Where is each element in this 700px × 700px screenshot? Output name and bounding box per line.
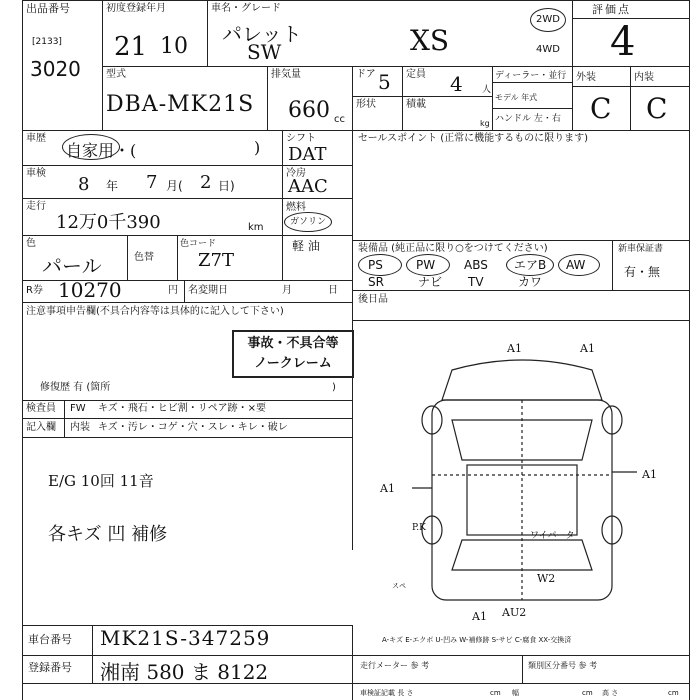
divider — [92, 625, 93, 683]
usage-close: ) — [254, 138, 261, 157]
grade-code: XS — [410, 24, 450, 57]
displacement-value: 660 — [288, 98, 330, 123]
height-label: 高 さ — [602, 689, 619, 697]
handwritten-note-1: E/G 10回 11音 — [48, 472, 154, 490]
color-code-value: Z7T — [198, 250, 234, 271]
stamp-line-2: ノークレーム — [254, 356, 332, 371]
mark-w2: W2 — [537, 572, 556, 585]
fuel-gas: ガソリン — [290, 217, 327, 227]
recycle-value: 10270 — [58, 278, 122, 302]
car-name: パレット — [222, 22, 302, 46]
divider — [630, 66, 631, 130]
divider — [352, 96, 492, 97]
dims-label: 車検証記載 長 さ — [360, 689, 414, 697]
interior-label: 内装 — [634, 72, 654, 83]
doors-label: ドア — [356, 69, 376, 80]
load-unit: kg — [480, 119, 490, 128]
warranty-value: 有・無 — [624, 265, 661, 279]
inspection-label: 車検 — [26, 168, 46, 179]
load-label: 積載 — [406, 99, 426, 110]
chassis-label: 車台番号 — [28, 633, 72, 646]
mark-au2: AU2 — [502, 606, 527, 619]
stamp-line-1: 事故・不具合等 — [247, 336, 339, 351]
circle-mark — [358, 254, 402, 276]
repair-close: ) — [332, 382, 336, 393]
mark-spare: スペ — [392, 582, 406, 590]
width-label: 幅 — [512, 689, 519, 697]
divider — [22, 165, 352, 166]
equipment-label: 装備品 (純正品に限り○をつけてください) — [358, 243, 548, 254]
divider — [492, 108, 572, 109]
interior-items-label: 内装 — [70, 422, 90, 433]
no-claim-stamp — [232, 330, 354, 378]
color-value: パール — [42, 254, 102, 278]
lot-number: 3020 — [30, 57, 81, 81]
name-change-label: 名変期日 — [188, 285, 228, 296]
insp-month: 7 — [146, 172, 158, 193]
equip-ps: PS — [368, 258, 383, 272]
post-items-label: 後日品 — [358, 294, 388, 305]
model-year-label: モデル 年式 — [495, 93, 538, 102]
car-hood — [442, 360, 602, 400]
divider — [282, 130, 283, 280]
recycle-unit: 円 — [168, 285, 178, 296]
ac-value: AAC — [288, 176, 328, 197]
car-grade: SW — [247, 40, 282, 64]
divider — [22, 302, 352, 303]
divider — [127, 235, 128, 280]
name-change-day: 日 — [328, 285, 338, 296]
first-reg-year: 21 — [114, 32, 148, 62]
circle-mark — [530, 8, 566, 32]
dealer-label: ディーラー・並行 — [495, 71, 567, 81]
fuel-label: 燃料 — [286, 202, 306, 213]
mileage-unit: km — [248, 222, 264, 233]
displacement-unit: cc — [334, 114, 345, 125]
inspector-label-2: 記入欄 — [26, 422, 56, 433]
model-value: DBA-MK21S — [106, 92, 255, 117]
model-label: 型式 — [106, 69, 126, 80]
divider — [492, 66, 493, 130]
divider — [267, 66, 268, 130]
inspector-label-1: 検査員 — [26, 403, 56, 414]
divider — [22, 198, 352, 199]
capacity-label: 定員 — [406, 69, 426, 80]
usage-value: 自家用・( — [66, 141, 137, 160]
interior-items: キズ・汚レ・コゲ・穴・スレ・キレ・破レ — [98, 422, 288, 433]
lot-sub: [2133] — [32, 37, 62, 47]
usage-label: 車歴 — [26, 133, 46, 144]
color-change-label: 色替 — [134, 252, 154, 263]
chassis-value: MK21S-347259 — [100, 626, 271, 650]
divider — [572, 86, 690, 87]
displacement-label: 排気量 — [271, 69, 301, 80]
first-reg-month: 10 — [160, 34, 188, 59]
shift-value: DAT — [288, 144, 327, 165]
divider — [352, 320, 690, 321]
dims-cm-2: cm — [582, 689, 593, 697]
capacity-unit: 人 — [482, 85, 492, 95]
warranty-label: 新車保証書 — [618, 244, 664, 254]
divider — [612, 240, 613, 290]
car-name-label: 車名・グレード — [211, 3, 281, 14]
circle-mark — [62, 134, 120, 160]
fuel-diesel: 軽 油 — [292, 239, 320, 253]
drive-4wd: 4WD — [536, 44, 560, 55]
exterior-label: 外装 — [576, 72, 596, 83]
divider — [207, 0, 208, 66]
handwritten-note-2: 各キズ 凹 補修 — [48, 524, 168, 545]
handle-label: ハンドル 左・右 — [495, 114, 561, 124]
insp-year: 8 — [78, 174, 90, 195]
divider — [177, 235, 178, 280]
divider — [352, 625, 353, 700]
circle-mark — [506, 254, 554, 276]
color-code-label: 色コード — [180, 239, 217, 249]
divider — [102, 66, 690, 67]
recycle-label: R券 — [26, 285, 43, 296]
ac-label: 冷房 — [286, 168, 306, 179]
equip-aw: AW — [566, 258, 586, 272]
shape-label: 形状 — [356, 99, 376, 110]
equip-airbag: エアB — [514, 258, 547, 272]
category-label: 類別区分番号 参 考 — [528, 661, 598, 670]
circle-mark — [284, 212, 332, 232]
mark-a1-left: A1 — [380, 482, 395, 495]
interior-grade: C — [646, 92, 668, 125]
rating-value: 4 — [610, 19, 636, 65]
damage-legend: A-キズ E-エクボ U-凹み W-補修跡 S-サビ C-腐食 XX-交換済 — [382, 636, 572, 644]
dims-cm-1: cm — [490, 689, 501, 697]
fw-label: FW — [70, 403, 86, 414]
mark-a1-top-right: A1 — [580, 342, 595, 355]
divider — [64, 400, 65, 437]
repair-label: 修復歴 有 (箇所 — [40, 382, 111, 393]
registration-value: 湘南 580 ま 8122 — [100, 660, 269, 684]
equip-sr: SR — [368, 275, 384, 289]
divider — [402, 66, 403, 130]
circle-mark — [558, 254, 600, 276]
mark-wiper: ワイパータ — [530, 531, 575, 541]
first-reg-label: 初度登録年月 — [106, 3, 166, 14]
divider — [22, 437, 352, 438]
auction-sheet — [22, 0, 690, 700]
divider — [492, 82, 572, 83]
divider — [22, 235, 352, 236]
mileage-label: 走行 — [26, 201, 46, 212]
mark-pk: P.K — [412, 523, 426, 533]
car-diagram — [352, 330, 690, 620]
divider — [22, 418, 352, 419]
border-top — [22, 0, 690, 1]
lot-label: 出品番号 — [26, 2, 70, 15]
divider — [352, 66, 353, 130]
equip-leather: カワ — [518, 275, 543, 289]
rating-label: 評価点 — [592, 3, 631, 16]
notes-label: 注意事項申告欄(不具合内容等は具体的に記入して下さい) — [26, 306, 284, 317]
divider — [102, 0, 103, 130]
insp-day: 2 — [200, 172, 212, 193]
insp-day-unit: 日) — [218, 179, 235, 193]
drive-2wd: 2WD — [536, 14, 560, 25]
color-label: 色 — [26, 238, 36, 249]
doors-value: 5 — [378, 70, 391, 94]
fw-items: キズ・飛石・ヒビ割・リペア跡・×要 — [98, 403, 266, 414]
mileage-value: 12万0千390 — [56, 212, 161, 233]
equip-navi: ナビ — [418, 275, 443, 289]
divider — [184, 280, 185, 302]
circle-mark — [406, 254, 450, 276]
divider — [22, 130, 690, 131]
mark-a1-top-left: A1 — [507, 342, 522, 355]
registration-label: 登録番号 — [28, 661, 72, 674]
capacity-value: 4 — [450, 72, 463, 96]
equip-abs: ABS — [464, 258, 488, 272]
divider — [522, 655, 523, 683]
divider — [22, 400, 352, 401]
border-left — [22, 0, 23, 700]
divider — [352, 290, 690, 291]
shift-label: シフト — [286, 133, 316, 144]
exterior-grade: C — [590, 92, 612, 125]
equip-tv: TV — [468, 275, 484, 289]
meter-label: 走行メーター 参 考 — [360, 661, 430, 670]
divider — [572, 0, 573, 130]
insp-month-unit: 月( — [166, 179, 183, 193]
insp-year-unit: 年 — [106, 179, 119, 193]
name-change-month: 月 — [282, 285, 292, 296]
mark-a1-right: A1 — [642, 468, 657, 481]
divider — [352, 240, 690, 241]
equip-pw: PW — [416, 258, 436, 272]
dims-cm-3: cm — [668, 689, 679, 697]
sales-point-label: セールスポイント (正常に機能するものに限ります) — [358, 133, 589, 144]
mark-a1-extra: A1 — [472, 610, 487, 620]
